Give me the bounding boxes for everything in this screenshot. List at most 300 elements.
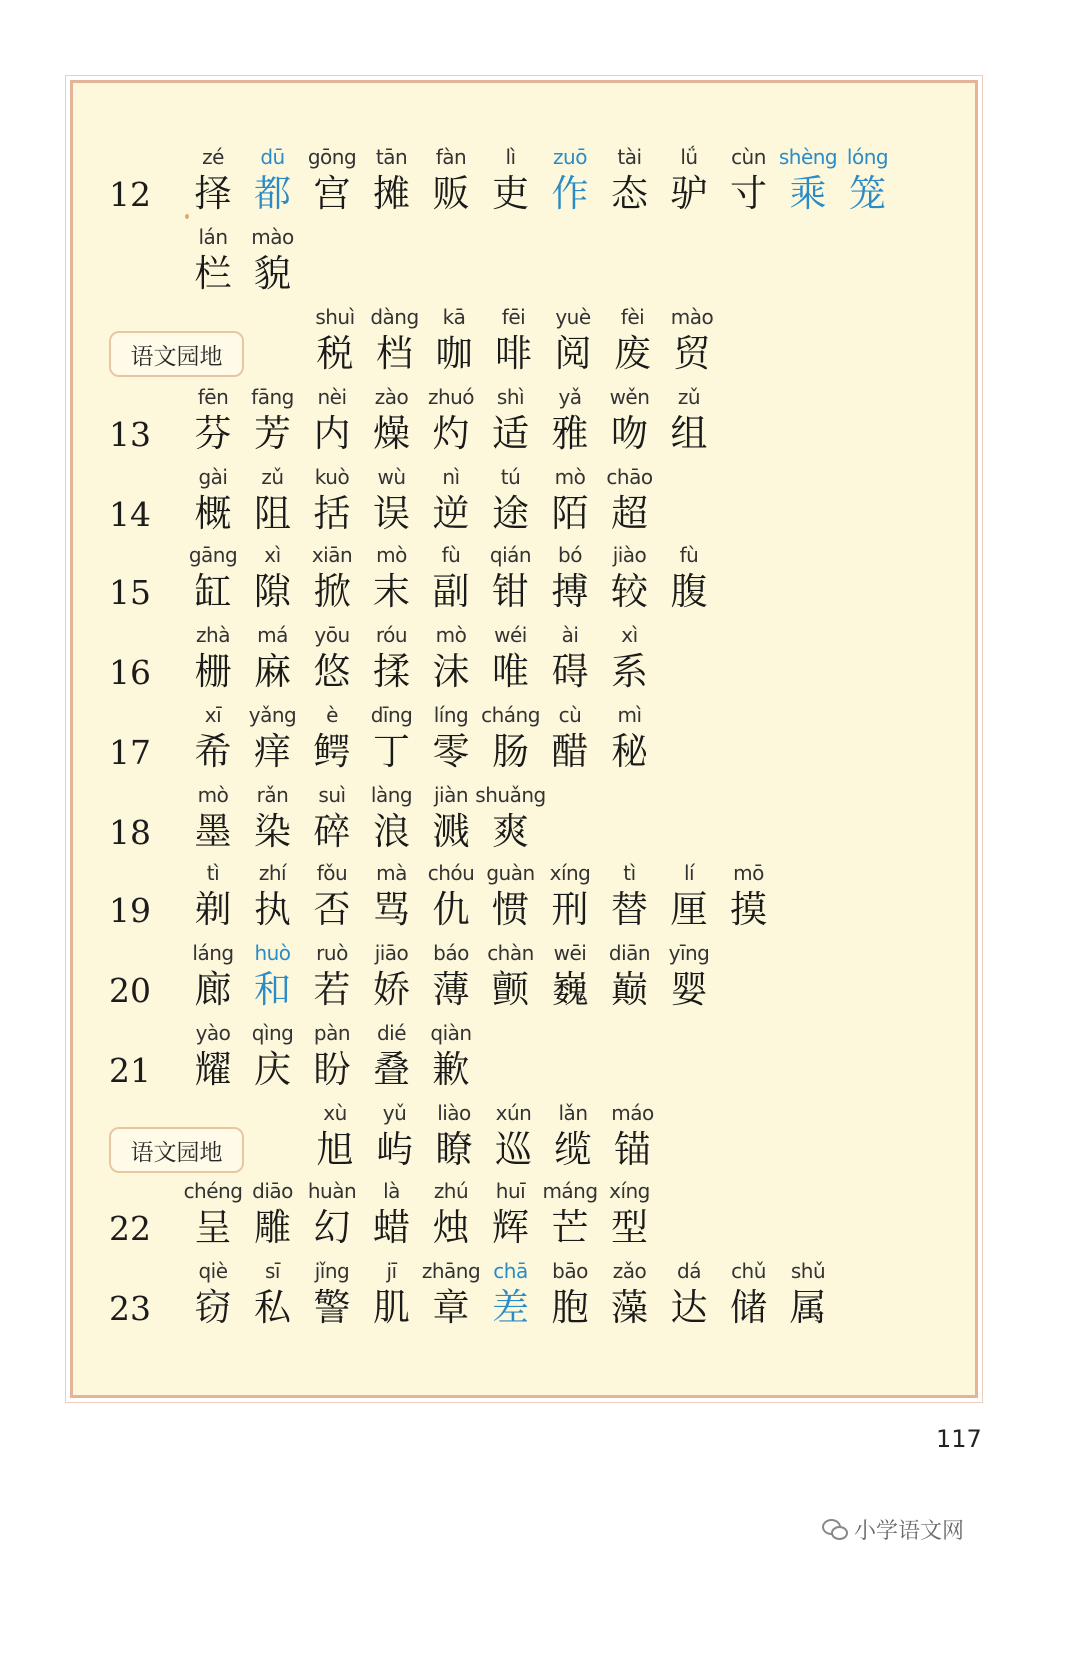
character-entry: [421, 143, 481, 219]
character-entry: [302, 541, 362, 617]
hanzi: 廊: [194, 968, 232, 1011]
character-entry: [600, 143, 660, 219]
character-entry: [243, 781, 303, 857]
character-entry: [183, 143, 243, 219]
hanzi: 婴: [670, 968, 708, 1011]
character-entry: [302, 1177, 362, 1253]
pinyin: xíng: [609, 1179, 650, 1203]
vocab-row: [73, 1019, 975, 1095]
hanzi: 薄: [432, 968, 470, 1011]
pinyin: lǎn: [558, 1101, 588, 1125]
pinyin: zhà: [196, 623, 230, 647]
character-entry: [302, 701, 362, 777]
hanzi: 秘: [611, 730, 648, 773]
vocab-row: [73, 143, 975, 219]
pinyin: ài: [561, 623, 579, 647]
hanzi: 雕: [254, 1206, 291, 1249]
pinyin: zuō: [553, 145, 587, 169]
hanzi: 缆: [554, 1128, 592, 1171]
pinyin: fēi: [501, 305, 526, 329]
pinyin: sī: [265, 1259, 280, 1283]
hanzi: 掀: [313, 570, 351, 613]
hanzi: 希: [194, 730, 232, 773]
pinyin: fù: [679, 543, 699, 567]
character-entry: [481, 1177, 541, 1253]
pinyin: huī: [495, 1179, 526, 1203]
pinyin: wù: [377, 465, 406, 489]
hanzi: 属: [789, 1286, 827, 1329]
character-entry: [484, 1099, 544, 1175]
character-entry: [778, 143, 838, 219]
pinyin: mào: [670, 305, 714, 329]
hanzi: 碍: [551, 650, 589, 693]
pinyin: jiào: [612, 543, 647, 567]
hanzi: 驴: [670, 172, 708, 215]
pinyin: wěn: [609, 385, 650, 409]
pinyin: zé: [202, 145, 224, 169]
lesson-number: 20: [109, 971, 151, 1010]
character-entry: [243, 383, 303, 459]
pinyin: xíng: [549, 861, 591, 885]
hanzi: 窃: [194, 1286, 232, 1329]
hanzi: 栏: [194, 252, 232, 295]
character-entry: [540, 541, 600, 617]
hanzi: 零: [432, 730, 470, 773]
hanzi: 隙: [254, 570, 291, 613]
character-entry: [362, 621, 422, 697]
pinyin: báo: [433, 941, 469, 965]
hanzi: 宫: [313, 172, 351, 215]
hanzi: 瞭: [435, 1128, 473, 1171]
pinyin: fēn: [197, 385, 229, 409]
character-entry: [362, 859, 422, 935]
section-label-yuwen-yuandi: 语文园地: [109, 331, 244, 377]
pinyin: fèi: [620, 305, 645, 329]
pinyin: chéng: [183, 1179, 243, 1203]
hanzi: 型: [611, 1206, 648, 1249]
vocab-row: [73, 1257, 975, 1333]
hanzi: 副: [432, 570, 470, 613]
hanzi: 档: [376, 332, 413, 375]
hanzi: 肠: [492, 730, 529, 773]
pinyin: qìng: [251, 1021, 294, 1045]
pinyin: zǎo: [612, 1259, 647, 1283]
hanzi: 碎: [313, 810, 351, 853]
hanzi: 税: [316, 332, 354, 375]
hanzi: 辉: [492, 1206, 529, 1249]
character-entry: [600, 1257, 660, 1333]
hanzi: 藻: [611, 1286, 648, 1329]
hanzi: 内: [313, 412, 351, 455]
hanzi: 盼: [313, 1048, 351, 1091]
pinyin: lì: [505, 145, 516, 169]
pinyin: chā: [493, 1259, 528, 1283]
pinyin: ruò: [316, 941, 348, 965]
hanzi: 较: [611, 570, 648, 613]
hanzi: 庆: [254, 1048, 291, 1091]
hanzi: 咖: [435, 332, 473, 375]
hanzi: 吻: [611, 412, 648, 455]
hanzi: 若: [313, 968, 351, 1011]
hanzi: 寸: [730, 172, 767, 215]
lesson-number: 15: [109, 573, 151, 612]
character-entry: [662, 303, 722, 379]
character-entry: [183, 223, 243, 299]
pinyin: bāo: [552, 1259, 588, 1283]
pinyin: zǔ: [677, 385, 701, 409]
character-entry: [243, 1257, 303, 1333]
vocab-row: [73, 541, 975, 617]
pinyin: xù: [323, 1101, 347, 1125]
hanzi: 燥: [373, 412, 410, 455]
character-entry: [243, 463, 303, 539]
vocab-row: [73, 383, 975, 459]
hanzi: 缸: [194, 570, 232, 613]
pinyin: má: [257, 623, 288, 647]
character-entry: [481, 143, 541, 219]
lesson-number: 16: [109, 653, 151, 692]
pinyin: lí: [683, 861, 695, 885]
pinyin: fàn: [435, 145, 467, 169]
hanzi: 搏: [551, 570, 589, 613]
pinyin: zhí: [258, 861, 287, 885]
pinyin: gāng: [188, 543, 238, 567]
character-entry: [600, 621, 660, 697]
character-entry: [600, 541, 660, 617]
pinyin: xì: [621, 623, 638, 647]
character-entry: [183, 859, 243, 935]
character-entry: [183, 1257, 243, 1333]
pinyin: xī: [204, 703, 222, 727]
pinyin: jiāo: [374, 941, 409, 965]
character-entry: [302, 939, 362, 1015]
pinyin: máng: [542, 1179, 598, 1203]
pinyin: mò: [376, 543, 407, 567]
pinyin: huàn: [307, 1179, 357, 1203]
hanzi: 溅: [432, 810, 470, 853]
character-entry: [243, 1177, 303, 1253]
pinyin: dié: [376, 1021, 407, 1045]
hanzi: 叠: [373, 1048, 410, 1091]
pinyin: bó: [558, 543, 582, 567]
pinyin: yǎ: [558, 385, 582, 409]
vocab-row: [73, 1177, 975, 1253]
pinyin: pàn: [313, 1021, 351, 1045]
character-entry: [362, 781, 422, 857]
pinyin: cùn: [731, 145, 766, 169]
pinyin: shuì: [315, 305, 355, 329]
character-entry: [421, 463, 481, 539]
hanzi: 替: [611, 888, 648, 931]
lesson-number: 17: [109, 733, 151, 772]
hanzi: 阻: [254, 492, 291, 535]
pinyin: zhāng: [421, 1259, 481, 1283]
hanzi: 墨: [194, 810, 232, 853]
character-entry: [183, 939, 243, 1015]
hanzi: 执: [254, 888, 291, 931]
pinyin: kuò: [314, 465, 350, 489]
character-entry: [600, 859, 660, 935]
pinyin: fù: [441, 543, 461, 567]
character-entry: [362, 939, 422, 1015]
hanzi: 鳄: [313, 730, 351, 773]
character-entry: [421, 541, 481, 617]
hanzi: 态: [611, 172, 648, 215]
hanzi: 否: [313, 888, 351, 931]
character-entry: [302, 463, 362, 539]
hanzi: 乘: [789, 172, 827, 215]
hanzi: 啡: [495, 332, 532, 375]
hanzi: 超: [611, 492, 648, 535]
character-entry: [421, 383, 481, 459]
character-entry: [424, 303, 484, 379]
hanzi: 差: [492, 1286, 529, 1329]
pinyin: kā: [442, 305, 466, 329]
pinyin: xiān: [311, 543, 353, 567]
hanzi: 达: [670, 1286, 708, 1329]
page-number: 117: [936, 1425, 982, 1453]
pinyin: mō: [733, 861, 764, 885]
hanzi: 栅: [194, 650, 232, 693]
character-entry: [540, 859, 600, 935]
hanzi: 剃: [194, 888, 232, 931]
character-entry: [362, 383, 422, 459]
character-entry: [243, 1019, 303, 1095]
pinyin: suì: [318, 783, 346, 807]
character-entry: [362, 1177, 422, 1253]
pinyin: róu: [375, 623, 408, 647]
pinyin: shì: [496, 385, 525, 409]
lesson-number: 23: [109, 1289, 151, 1328]
section-label-yuwen-yuandi: 语文园地: [109, 1127, 244, 1173]
pinyin: máo: [611, 1101, 654, 1125]
character-entry: [421, 621, 481, 697]
character-entry: [600, 939, 660, 1015]
character-entry: [183, 1177, 243, 1253]
pinyin: shèng: [778, 145, 838, 169]
character-entry: [540, 383, 600, 459]
pinyin: zǔ: [261, 465, 284, 489]
hanzi: 概: [194, 492, 232, 535]
character-entry: [600, 383, 660, 459]
hanzi: 貌: [254, 252, 291, 295]
character-entry: [302, 621, 362, 697]
vocab-row: [73, 621, 975, 697]
hanzi: 钳: [492, 570, 529, 613]
pinyin: nèi: [317, 385, 347, 409]
character-entry: [183, 701, 243, 777]
hanzi: 贩: [432, 172, 470, 215]
character-entry: [603, 1099, 663, 1175]
hanzi: 呈: [194, 1206, 232, 1249]
character-entry: [362, 701, 422, 777]
hanzi: 旭: [316, 1128, 354, 1171]
hanzi: 章: [432, 1286, 470, 1329]
pinyin: dū: [260, 145, 285, 169]
hanzi: 腹: [670, 570, 708, 613]
character-entry: [421, 701, 481, 777]
character-entry: [302, 1257, 362, 1333]
hanzi: 作: [551, 172, 589, 215]
vocab-row: [73, 939, 975, 1015]
vocab-row: [73, 701, 975, 777]
pinyin: qián: [489, 543, 532, 567]
hanzi: 肌: [373, 1286, 410, 1329]
character-entry: [659, 143, 719, 219]
hanzi: 爽: [492, 810, 529, 853]
character-entry: [481, 859, 541, 935]
hanzi: 雅: [551, 412, 589, 455]
pinyin: mà: [376, 861, 407, 885]
pinyin: qiè: [198, 1259, 228, 1283]
character-entry: [659, 541, 719, 617]
hanzi: 胞: [551, 1286, 589, 1329]
lesson-number: 19: [109, 891, 151, 930]
hanzi: 择: [194, 172, 232, 215]
pinyin: lóng: [846, 145, 889, 169]
pinyin: shǔ: [790, 1259, 826, 1283]
pinyin: cù: [558, 703, 582, 727]
lesson-number: 21: [109, 1051, 151, 1090]
pinyin: yīng: [668, 941, 710, 965]
character-entry: [365, 1099, 425, 1175]
character-entry: [603, 303, 663, 379]
character-entry: [362, 541, 422, 617]
pinyin: chāo: [606, 465, 653, 489]
character-entry: [183, 781, 243, 857]
hanzi: 吏: [492, 172, 529, 215]
hanzi: 芳: [254, 412, 291, 455]
hanzi: 贸: [673, 332, 711, 375]
pinyin: yào: [195, 1021, 231, 1045]
character-entry: [600, 463, 660, 539]
hanzi: 芬: [194, 412, 232, 455]
character-entry: [362, 463, 422, 539]
pinyin: dàng: [370, 305, 419, 329]
hanzi: 芒: [551, 1206, 589, 1249]
pinyin: zhú: [433, 1179, 469, 1203]
character-entry: [305, 303, 365, 379]
pinyin: láng: [192, 941, 234, 965]
pinyin: chóu: [427, 861, 475, 885]
character-entry: [183, 1019, 243, 1095]
pinyin: mò: [554, 465, 586, 489]
vocabulary-table-frame: [70, 80, 978, 1398]
pinyin: mò: [197, 783, 229, 807]
pinyin: diān: [608, 941, 651, 965]
character-entry: [302, 1019, 362, 1095]
pinyin: dīng: [370, 703, 413, 727]
vocab-row: [73, 1099, 975, 1175]
hanzi: 耀: [194, 1048, 232, 1091]
pinyin: cháng: [481, 703, 540, 727]
vocab-row: [73, 859, 975, 935]
hanzi: 惯: [492, 888, 529, 931]
pinyin: jǐng: [314, 1259, 350, 1283]
hanzi: 组: [670, 412, 708, 455]
character-entry: [719, 859, 779, 935]
vocab-row: [73, 223, 975, 299]
character-entry: [481, 463, 541, 539]
hanzi: 误: [373, 492, 410, 535]
lesson-number: 18: [109, 813, 151, 852]
character-entry: [481, 621, 541, 697]
pinyin: tì: [206, 861, 220, 885]
pinyin: jī: [386, 1259, 397, 1283]
character-entry: [719, 143, 779, 219]
character-entry: [183, 621, 243, 697]
hanzi: 灼: [432, 412, 470, 455]
pinyin: yōu: [314, 623, 350, 647]
hanzi: 悠: [313, 650, 351, 693]
pinyin: zhuó: [427, 385, 475, 409]
character-entry: [302, 143, 362, 219]
character-entry: [484, 303, 544, 379]
character-entry: [481, 701, 541, 777]
character-entry: [421, 781, 481, 857]
pinyin: tān: [375, 145, 408, 169]
pinyin: tú: [500, 465, 521, 489]
lesson-number: 22: [109, 1209, 151, 1248]
hanzi: 染: [254, 810, 291, 853]
lesson-number: 12: [109, 175, 151, 214]
hanzi: 痒: [254, 730, 291, 773]
character-entry: [362, 1019, 422, 1095]
hanzi: 蜡: [373, 1206, 410, 1249]
wechat-icon: [822, 1519, 848, 1541]
character-entry: [600, 1177, 660, 1253]
hanzi: 废: [614, 332, 651, 375]
character-entry: [481, 1257, 541, 1333]
character-entry: [659, 939, 719, 1015]
pinyin: fāng: [251, 385, 294, 409]
pinyin: mào: [251, 225, 294, 249]
character-entry: [362, 1257, 422, 1333]
character-entry: [540, 701, 600, 777]
hanzi: 浪: [373, 810, 410, 853]
pinyin: qiàn: [430, 1021, 472, 1045]
pinyin: shuǎng: [475, 783, 546, 807]
hanzi: 幻: [313, 1206, 351, 1249]
pinyin: nì: [442, 465, 460, 489]
character-entry: [543, 1099, 603, 1175]
character-entry: [540, 939, 600, 1015]
character-entry: [243, 143, 303, 219]
lesson-number: 13: [109, 415, 151, 454]
pinyin: chàn: [487, 941, 534, 965]
character-entry: [719, 1257, 779, 1333]
pinyin: chǔ: [731, 1259, 766, 1283]
hanzi: 锚: [614, 1128, 651, 1171]
character-entry: [543, 303, 603, 379]
pinyin: là: [383, 1179, 400, 1203]
hanzi: 笼: [849, 172, 886, 215]
character-entry: [481, 383, 541, 459]
hanzi: 丁: [373, 730, 410, 773]
character-entry: [540, 463, 600, 539]
hanzi: 阅: [554, 332, 592, 375]
hanzi: 歉: [432, 1048, 470, 1091]
pinyin: diāo: [252, 1179, 293, 1203]
hanzi: 醋: [551, 730, 589, 773]
character-entry: [421, 859, 481, 935]
pinyin: fǒu: [316, 861, 348, 885]
character-entry: [243, 621, 303, 697]
character-entry: [183, 383, 243, 459]
character-entry: [243, 939, 303, 1015]
hanzi: 烛: [432, 1206, 470, 1249]
character-entry: [421, 1257, 481, 1333]
